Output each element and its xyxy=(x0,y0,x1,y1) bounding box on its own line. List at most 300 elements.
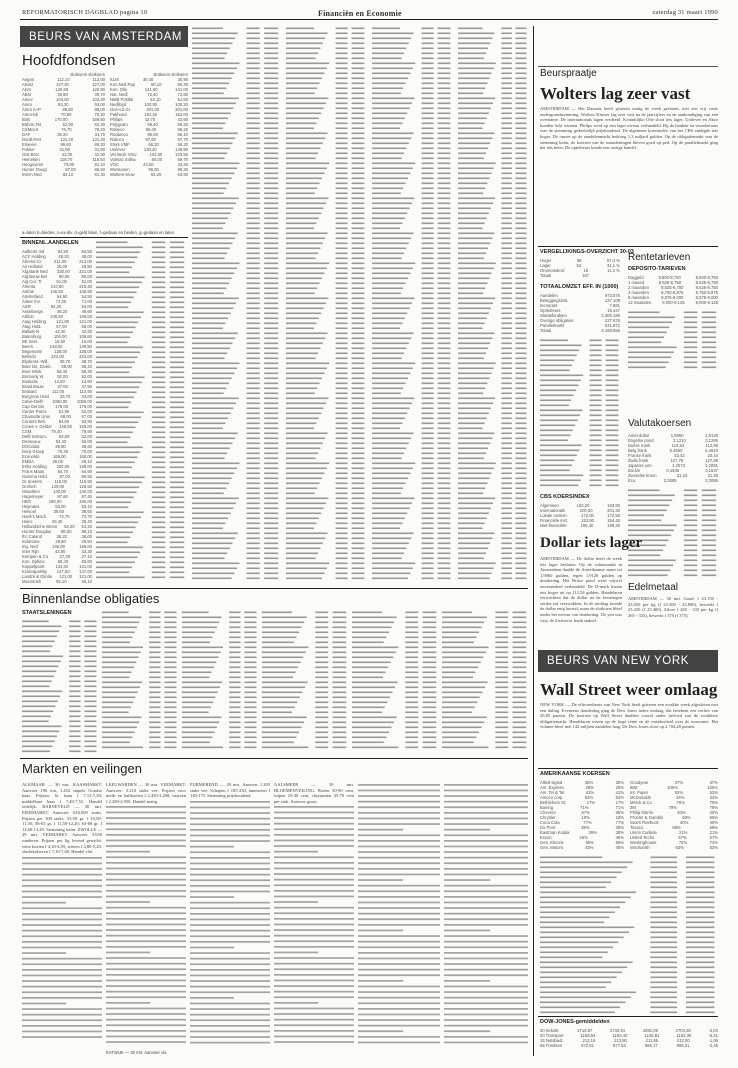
row-label: Bührm.Tet xyxy=(22,122,42,127)
row-label: Hollandsche Beton xyxy=(22,524,58,529)
row-value: 8,500-8,750 xyxy=(658,275,681,280)
row-value: 93,00 xyxy=(94,102,105,107)
obligaties-col-3 xyxy=(182,610,258,754)
aandelen-title: AMERIKAANSE KOERSEN xyxy=(540,771,610,777)
row-value: 322,00 xyxy=(51,354,64,359)
row-value: 201,20 xyxy=(607,508,620,513)
hoofdfondsen-note: a=laten b=bieden, c=ex-div, d=geld laten, f=gedaan en bieden, g=gedaan en laten xyxy=(22,230,174,235)
row-value: 84,00 xyxy=(81,304,92,309)
row-label: Amro-bk xyxy=(22,112,38,117)
row-label: Atag Holding xyxy=(22,319,46,324)
row-value: 131,00 xyxy=(79,564,92,569)
row-value: 17% xyxy=(586,800,596,805)
row-label: Wessanen xyxy=(110,167,130,172)
row-label: Gr.Soeters xyxy=(22,479,43,484)
small-print-texture xyxy=(22,619,98,754)
markten-continued-text xyxy=(358,782,440,1048)
row-label: Hunter Dougl xyxy=(22,167,47,172)
row-value: 88,00 xyxy=(61,364,72,369)
row-value: 8,625-8,750 xyxy=(695,285,718,290)
row-value: 81,10 xyxy=(94,162,105,167)
row-value: 86,10 xyxy=(177,132,188,137)
markten-item: PURMEREND — 29 mrt. Aanvoer 1.205 stuks vee. Schapen f 185-230, lammeren f 140-175. Stemming prijshoudend. xyxy=(190,782,270,799)
row-value: 52% xyxy=(709,790,718,795)
row-label: Nedlloyd xyxy=(110,102,127,107)
column-divider xyxy=(533,26,534,1056)
markten-continued-text xyxy=(444,782,528,1048)
article-text-texture xyxy=(190,799,270,1049)
us-stocks-more xyxy=(540,855,718,1015)
row-value: 51,90 xyxy=(58,409,70,414)
row-value: 29,50 xyxy=(81,539,92,544)
header-rule xyxy=(20,19,718,20)
row-value: 127,79 xyxy=(670,458,684,463)
row-value: 120,60 xyxy=(55,87,69,92)
row-label: Ballast-N xyxy=(22,329,39,334)
row-value: 166,00 xyxy=(79,544,92,549)
small-print-texture xyxy=(628,488,718,578)
row-value: 131,00 xyxy=(55,564,69,569)
row-value: 65,60 xyxy=(81,559,92,564)
vergelijk-rows xyxy=(540,258,620,278)
renten-more xyxy=(628,310,718,370)
row-label: 20 Transport xyxy=(540,1033,564,1038)
row-label: Cap Gemini xyxy=(22,404,45,409)
obligaties-col-2 xyxy=(102,610,178,754)
stock-row xyxy=(22,579,92,584)
row-label: Frans Maas xyxy=(22,469,45,474)
row-label: Aalberts Ind xyxy=(22,249,45,254)
row-value: 54,50 xyxy=(81,294,92,299)
beurs-newyork-banner xyxy=(538,650,718,672)
row-value: 111,00 xyxy=(51,389,65,394)
row-value: 40% xyxy=(709,810,718,815)
row-value: 64,50 xyxy=(81,249,92,254)
small-print-texture xyxy=(286,26,366,584)
row-value: 137.109 xyxy=(604,298,620,303)
stock-column-3 xyxy=(192,26,280,584)
section-rule xyxy=(20,237,188,238)
row-value: 56,30 xyxy=(148,142,159,147)
row-value: 25,50 xyxy=(81,264,92,269)
row-label: Zweedse kroon xyxy=(628,473,657,478)
row-label: Boer Wink. xyxy=(22,369,43,374)
row-value: 131,20 xyxy=(60,137,74,142)
section-rule xyxy=(20,758,528,759)
row-value: 213,16 xyxy=(582,1038,596,1043)
row-label: Polygram xyxy=(110,122,128,127)
row-value: 103,50 xyxy=(149,152,163,157)
row-label: Parallelmarkt xyxy=(540,323,565,328)
row-label: Staatsfondsen xyxy=(540,313,567,318)
row-value: 87,00 xyxy=(65,167,76,172)
row-value: 28,40 xyxy=(81,519,92,524)
row-label: Fokker xyxy=(22,147,35,152)
row-label: Franse frank xyxy=(628,453,652,458)
row-value: 0,1537 xyxy=(705,468,718,473)
row-value: 53,00 xyxy=(55,504,66,509)
row-label: Internationals xyxy=(540,508,566,513)
row-value: 212,00 xyxy=(676,1038,690,1043)
row-value: 79,40 xyxy=(51,429,62,434)
totaalomzet-title: TOTAALOMZET EFF. IN (1000) xyxy=(540,284,619,290)
row-value: 115,00 xyxy=(54,479,67,484)
stock-column-6 xyxy=(458,26,528,584)
row-value: 89,60 xyxy=(60,142,71,147)
row-value: 72% xyxy=(709,840,718,845)
row-value: 41% xyxy=(585,790,595,795)
markten-col-6 xyxy=(444,782,528,1052)
row-label: Totaal xyxy=(540,273,552,278)
row-label: Beleggingsinst. xyxy=(540,298,569,303)
row-label: Intern.Ned xyxy=(22,172,42,177)
row-value: 77% xyxy=(615,820,624,825)
obligaties-col-4 xyxy=(262,610,348,754)
row-value: 17% xyxy=(615,800,624,805)
row-value: 31,60 xyxy=(94,147,105,152)
staatsleningen-label: STAATSLENINGEN xyxy=(22,610,72,616)
row-value: 52% xyxy=(674,790,684,795)
row-label: Boeing xyxy=(540,805,554,810)
row-value: 141,50 xyxy=(144,87,158,92)
row-value: 43,40 xyxy=(177,162,188,167)
row-value: 153,90 xyxy=(581,518,594,523)
article-text-texture xyxy=(444,782,528,1048)
row-value: 106% xyxy=(667,785,678,790)
row-label: ACF Holding xyxy=(22,254,46,259)
stock-rows xyxy=(540,855,718,1015)
row-value: 2.305.196 xyxy=(601,313,620,318)
markten-col-5 xyxy=(358,782,440,1052)
markten-col-4 xyxy=(274,782,354,1052)
row-value: 112,00 xyxy=(92,77,105,82)
row-label: Koppelpoort xyxy=(22,564,45,569)
row-label: IBM xyxy=(630,785,638,790)
row-value: 8,625-8,750 xyxy=(695,280,718,285)
row-label: Amoco corp xyxy=(540,795,563,800)
row-value: 52,00 xyxy=(81,409,92,414)
row-value: 65% xyxy=(615,840,624,845)
row-value: 148,00 xyxy=(49,344,63,349)
article-text-texture xyxy=(22,855,102,1040)
row-value: 105% xyxy=(707,785,718,790)
row-value: 39,60 xyxy=(81,444,92,449)
row-value: 37% xyxy=(674,780,684,785)
bond-rows xyxy=(262,610,348,754)
row-label: Holec xyxy=(22,519,33,524)
row-label: HBG xyxy=(22,499,32,504)
row-label: Stork VMF xyxy=(110,142,130,147)
row-label: Volmac Softw. xyxy=(110,157,137,162)
row-value: 2716,57 xyxy=(577,1028,593,1033)
section-rule xyxy=(538,768,718,769)
row-label: Heijmans xyxy=(22,504,40,509)
row-label: Boer De, Drukk. xyxy=(22,364,52,369)
row-label: ABN xyxy=(22,92,31,97)
small-print-texture xyxy=(458,26,528,584)
row-value: 64,50 xyxy=(81,469,92,474)
row-value: 0,1535 xyxy=(666,468,680,473)
row-value: 1158,94 xyxy=(580,1033,596,1038)
stock-row xyxy=(22,172,105,177)
small-print-texture xyxy=(540,338,620,488)
row-label: Bols xyxy=(22,117,31,122)
row-value: 19 xyxy=(583,268,589,273)
row-value: 154,40 xyxy=(607,518,620,523)
row-value: 76,70 xyxy=(61,127,72,132)
hoofdfondsen-title: Hoofdfondsen xyxy=(22,52,116,69)
banner-title: BEURS VAN NEW YORK xyxy=(547,655,690,667)
row-label: Pakhoed xyxy=(110,112,127,117)
row-value: 95,50 xyxy=(148,167,159,172)
row-value: 1163,40 xyxy=(612,1033,628,1038)
row-label: Amev xyxy=(22,97,33,102)
row-label: Aandelen xyxy=(540,293,558,298)
row-value: 70,00 xyxy=(81,449,92,454)
row-value: 38% xyxy=(615,825,624,830)
row-label: Union Carbide xyxy=(630,830,657,835)
row-value: 115,50 xyxy=(79,479,92,484)
rate-rows xyxy=(628,310,718,370)
row-value: 321,00 xyxy=(79,269,92,274)
row-label: Chamotte Unie xyxy=(22,414,50,419)
row-value: 39,50 xyxy=(81,509,92,514)
renten-sub: DEPOSITO-TARIEVEN xyxy=(628,266,686,272)
row-label: Dordt.Petr xyxy=(22,137,42,142)
row-value: 37,50 xyxy=(81,384,92,389)
row-label: Akzo xyxy=(22,87,32,92)
row-label: Woolworth xyxy=(630,845,650,850)
row-value: 75% xyxy=(709,800,718,805)
row-value: 87,00 xyxy=(59,474,70,479)
row-label: DOCdata xyxy=(22,444,40,449)
row-label: Alrenta xyxy=(22,284,36,289)
markten-continued-text xyxy=(274,804,354,1048)
markten-continued-text xyxy=(106,804,186,1048)
row-label: Crown v. Gelder xyxy=(22,424,52,429)
row-value: 103,50 xyxy=(175,152,188,157)
row-label: Grolsch xyxy=(22,484,37,489)
row-value: 33,70 xyxy=(59,394,71,399)
stock-column-4 xyxy=(286,26,366,584)
row-value: 131,40 xyxy=(92,137,105,142)
row-label: Goodyear xyxy=(630,780,649,785)
row-label: Batenburg xyxy=(22,334,42,339)
row-value: 79% xyxy=(709,805,718,810)
row-value: 52,10 xyxy=(150,97,161,102)
beurspraatje-stocks xyxy=(540,338,620,488)
section-rule xyxy=(538,246,718,247)
row-value: 88,60 xyxy=(62,107,73,112)
row-label: Financiële inst. xyxy=(540,518,568,523)
row-value: 39,80 xyxy=(57,92,68,97)
katwijk-note: KATWIJK — 30 mrt. Aanvoer vis. xyxy=(106,1050,168,1055)
row-label: 6 maanden xyxy=(628,295,649,300)
row-label: Delft Instrum. xyxy=(22,434,47,439)
row-value: 31,23 xyxy=(676,473,688,478)
row-value: 48,00 xyxy=(81,254,92,259)
row-value: 71,00 xyxy=(81,299,92,304)
row-value: 76,20 xyxy=(94,127,105,132)
row-label: Ecu xyxy=(628,478,636,483)
stock-rows xyxy=(96,240,186,584)
row-value: 62,90 xyxy=(62,122,74,127)
row-label: Inter Rijn xyxy=(22,549,39,554)
row-value: 121,00 xyxy=(79,319,92,324)
row-value: 60,10 xyxy=(150,82,162,87)
row-value: 81,40 xyxy=(94,172,105,177)
row-label: Exxon xyxy=(540,835,552,840)
binnenland-rows-1 xyxy=(22,249,92,584)
row-label: Dorp-Groep xyxy=(22,449,45,454)
row-value: 38% xyxy=(588,830,597,835)
row-value: -2,45 xyxy=(708,1043,718,1048)
row-value: 36,00 xyxy=(81,534,92,539)
small-print-texture xyxy=(442,610,528,754)
row-value: 190,00 xyxy=(48,499,62,504)
row-value: 2,3065 xyxy=(663,478,677,483)
row-label: Lokale ondern. xyxy=(540,513,568,518)
row-value: 58,40 xyxy=(81,369,92,374)
row-value: 4.199.656 xyxy=(601,328,620,333)
row-value: 112,54 xyxy=(671,443,685,448)
row-value: 57% xyxy=(678,835,687,840)
bond-rows xyxy=(182,610,258,754)
row-label: Incourant xyxy=(540,303,558,308)
row-value: 69,00 xyxy=(60,414,71,419)
markten-intro: ALKMAAR — 30 mrt. KAASMARKT. Aanvoer 196 ton, 1.452 stapels Goudse kaas. Prijzen: kl. kaas f 7,12-7,30; middelbare kaas f 7,40-7,55. Handel redelijk. xyxy=(22,782,102,810)
markten-title: Markten en veilingen xyxy=(22,761,142,776)
row-value: 5,4610 xyxy=(705,448,718,453)
row-label: Philip Morris xyxy=(630,810,654,815)
row-value: 8,875-9,000 xyxy=(661,295,684,300)
row-label: KLM xyxy=(110,77,119,82)
row-value: 66% xyxy=(615,810,624,815)
row-value: 112,59 xyxy=(705,443,718,448)
bond-rows xyxy=(102,610,178,754)
row-value: 72,40 xyxy=(147,92,158,97)
stock-row xyxy=(110,172,188,177)
small-print-texture xyxy=(628,310,718,370)
row-label: Beers xyxy=(22,344,33,349)
hoofdfondsen-left xyxy=(22,72,105,192)
row-label: 65 Fondsen xyxy=(540,1043,563,1048)
article-text-texture xyxy=(106,804,186,1048)
row-label: 1 maand xyxy=(628,280,645,285)
valuta-title: Valutakoersen xyxy=(628,418,692,429)
row-value: 128,00 xyxy=(79,349,92,354)
row-value: 80,00 xyxy=(81,274,92,279)
row-label: Wolters-Kluw xyxy=(110,172,135,177)
row-value: 87,40 xyxy=(81,494,92,499)
row-value: 127,00 xyxy=(92,82,105,87)
row-value: 60,00 xyxy=(151,157,163,162)
row-value: 72% xyxy=(678,840,688,845)
stock-rows xyxy=(286,26,366,584)
row-value: 38,70 xyxy=(81,359,92,364)
row-label: Am. Tel & Tel xyxy=(540,790,565,795)
row-value: 51,60 xyxy=(177,97,188,102)
row-label: Alg.Bouw Bel xyxy=(22,274,47,279)
row-label: Econosto xyxy=(22,454,40,459)
vergelijk-title: VERGELIJKINGS-OVERZICHT 30-03 xyxy=(540,249,634,255)
row-value: 42,40 xyxy=(55,329,66,334)
row-value: 7.681 xyxy=(609,303,620,308)
stock-rows xyxy=(372,26,452,584)
comparison-row xyxy=(540,273,620,278)
row-value: 2691,08 xyxy=(642,1028,658,1033)
edelmetaal-body xyxy=(628,596,718,630)
row-label: Amfas xyxy=(22,289,34,294)
row-value: 155,00 xyxy=(79,424,92,429)
row-label: Borsumij W xyxy=(22,374,44,379)
row-value: 320,00 xyxy=(56,269,70,274)
row-value: 51,00 xyxy=(56,279,67,284)
row-value: 30,90 xyxy=(177,77,188,82)
small-print-texture xyxy=(192,26,280,584)
row-label: Hagemeyer xyxy=(22,494,44,499)
row-label: Anker Inv. xyxy=(22,299,41,304)
row-value: 26,00 xyxy=(52,459,63,464)
row-label: Macintosh xyxy=(22,579,42,584)
row-value: 213,00 xyxy=(79,259,92,264)
row-value: 16,00 xyxy=(81,339,92,344)
row-value: 1065,00 xyxy=(76,399,92,404)
row-value: 39,60 xyxy=(53,509,65,514)
row-value: 97,70 xyxy=(177,137,188,142)
row-value: 42,70 xyxy=(144,117,156,122)
row-value: 64,50 xyxy=(57,249,69,254)
row-value: 34% xyxy=(676,795,685,800)
row-value: 63% xyxy=(675,845,684,850)
row-label: Air Holland xyxy=(22,264,43,269)
row-label: 2 maanden xyxy=(628,285,649,290)
row-value: 62,00 xyxy=(58,434,70,439)
banner-title: BEURS VAN AMSTERDAM xyxy=(29,31,183,43)
row-label: Begemann xyxy=(22,349,43,354)
row-value: 31,25 xyxy=(707,473,718,478)
row-value: 46% xyxy=(615,835,624,840)
row-value: 120,80 xyxy=(92,87,105,92)
row-value: 108,00 xyxy=(79,314,92,319)
row-value: 34,00 xyxy=(81,394,92,399)
row-label: Ahold xyxy=(22,82,33,87)
row-label: Du Pont xyxy=(540,825,556,830)
row-value: 34,70 xyxy=(94,132,105,137)
row-value: 64,70 xyxy=(57,469,69,474)
page-header-date: zaterdag 31 maart 1990 xyxy=(652,9,718,16)
row-value: 43,80 xyxy=(54,549,66,554)
row-value: 211,00 xyxy=(54,259,67,264)
row-label: Heineken xyxy=(22,157,40,162)
row-value: 58,40 xyxy=(56,369,68,374)
row-value: 172,50 xyxy=(607,513,620,518)
row-value: 145,50 xyxy=(79,289,92,294)
row-value: 70,20 xyxy=(94,112,105,117)
row-value: -6,41 xyxy=(708,1033,718,1038)
row-label: Eriks Holding xyxy=(22,464,47,469)
row-value: 39,70 xyxy=(94,92,105,97)
edelmetaal-title: Edelmetaal xyxy=(628,582,679,593)
row-value: 106,00 xyxy=(53,334,67,339)
row-value: 66% xyxy=(709,815,718,820)
small-print-texture xyxy=(352,610,438,754)
row-label: Westinghouse xyxy=(630,840,657,845)
row-value: 31,90 xyxy=(59,147,70,152)
row-label: Texaco xyxy=(630,825,644,830)
dj-title: DOW-JONES-gemiddelden xyxy=(540,1019,610,1025)
stock-column-2 xyxy=(96,240,186,584)
